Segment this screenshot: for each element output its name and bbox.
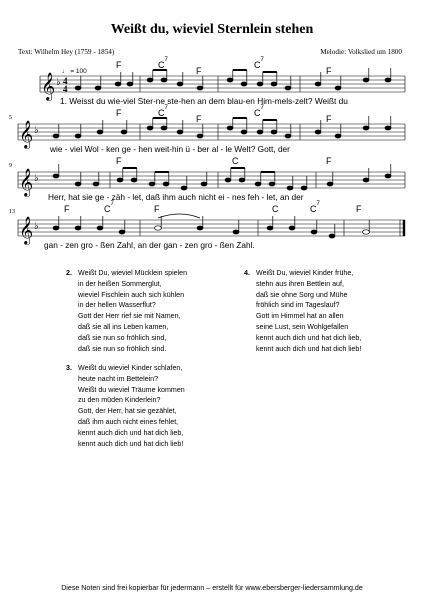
music-system-1	[0, 58, 424, 108]
verse-line: fröhlich sind im Tageslauf?	[256, 301, 340, 310]
verse-line: kennt auch dich und hat dich lieb,	[78, 428, 184, 437]
verse-line: Weißt du wieviel Kinder schlafen,	[78, 364, 183, 372]
verse-line: wieviel Fischlein auch sich kühlen	[78, 290, 185, 299]
chord-symbol: F	[326, 114, 332, 124]
verse-line: Weißt Du, wieviel Kinder frühe,	[256, 269, 354, 277]
text-credit: Text: Wilhelm Hey (1759 - 1854)	[18, 48, 115, 56]
chord-symbol: $C^7$	[254, 105, 264, 118]
chord-symbol: F	[116, 108, 122, 118]
verse-line: zu den müden Kinderlein?	[78, 396, 161, 405]
chord-symbol: $C^7$	[158, 57, 168, 70]
music-system-3	[0, 156, 424, 204]
verse-line: in der heißen Sommerglut,	[78, 279, 162, 288]
music-system-4	[0, 201, 424, 254]
chord-symbol: F	[154, 204, 160, 214]
tempo-marking: ♩ = 100	[62, 68, 87, 75]
verse-line: daß sie ohne Sorg und Mühe	[256, 290, 348, 299]
music-system-2	[0, 105, 424, 156]
svg-text:♭: ♭	[34, 221, 39, 232]
svg-text:♭: ♭	[56, 77, 61, 88]
lyric-line-4: gan - zen gro - ßen Zahl, an der gan - zen gro - ßen Zahl.	[44, 240, 255, 250]
svg-text:♭: ♭	[34, 125, 39, 136]
svg-text:𝄞: 𝄞	[19, 216, 34, 244]
measure-number: 13	[9, 209, 15, 215]
verse-number: 3.	[66, 364, 72, 372]
chord-symbol: C	[232, 156, 239, 166]
footer-note: Diese Noten sind frei kopierbar für jedermann – erstellt für www.ebersberger-liedersammlung.de	[61, 584, 363, 592]
verse-line: in der hellen Wasserflut?	[78, 301, 156, 310]
chord-symbol: F	[326, 66, 332, 76]
svg-text:𝄞: 𝄞	[19, 120, 34, 148]
verse-line: Gott, der Herr, hat sie gezählet,	[78, 407, 177, 416]
svg-text:𝄞: 𝄞	[19, 168, 34, 196]
chord-symbol: F	[64, 204, 70, 214]
verse-line: daß sie all ins Leben kamen,	[78, 322, 169, 331]
verse-number: 2.	[66, 269, 72, 277]
verse-line: Weißt Du, wieviel Mücklein spielen	[78, 269, 188, 277]
measure-number: 9	[9, 163, 12, 169]
verse-line: kennt auch dich und hat dich lieb!	[256, 344, 362, 353]
svg-text:𝄞: 𝄞	[41, 72, 56, 100]
lyric-line-2: wie - viel Wol - ken ge - hen weit-hin ü - ber al - le Welt? Gott, der	[50, 144, 290, 154]
svg-text:♭: ♭	[34, 173, 39, 184]
chord-symbol: $C^7$	[104, 201, 114, 214]
lyric-line-3: Herr, hat sie ge - zäh - let, daß ihm auch nicht ei - nes feh - let, an der	[48, 192, 304, 202]
chord-symbol: $C^7$	[254, 57, 264, 70]
verse-line: Gott im Himmel hat an allen	[256, 312, 344, 321]
verse-line: heute nacht im Bettelein?	[78, 374, 159, 383]
verse-line: seine Lust, sein Wohlgefallen	[256, 322, 349, 331]
verse-3	[66, 363, 185, 449]
chord-symbol: $C^7$	[158, 105, 168, 118]
chord-symbol: F	[116, 60, 122, 70]
verse-line: daß sie nun so fröhlich sind.	[78, 344, 167, 353]
chord-symbol: F	[196, 66, 202, 76]
chord-symbol: F	[356, 204, 362, 214]
chord-symbol: C	[272, 204, 279, 214]
verse-number: 4.	[244, 269, 250, 277]
lyric-line-1: 1. Weisst du wie-viel Ster-ne ste-hen an dem blau-en Him-mels-zelt? Weißt du	[60, 96, 348, 106]
song-title: Weißt du, wieviel Sternlein stehen	[110, 22, 314, 37]
verse-line: daß ihm auch nicht eines fehlet,	[78, 417, 179, 426]
verse-2	[66, 268, 188, 354]
verse-line: kennt auch dich und hat dich lieb,	[256, 333, 362, 342]
chord-symbol: $C^7$	[310, 201, 320, 214]
quarter-note-icon: ♩	[62, 68, 69, 75]
verse-line: stehn aus ihren Bettlein auf,	[256, 279, 344, 288]
chord-symbol: F	[326, 156, 332, 166]
verse-line: kennt auch dich und hat dich lieb!	[78, 439, 184, 448]
svg-text:4: 4	[63, 76, 68, 86]
verse-line: daß sie nun so fröhlich sind,	[78, 333, 167, 342]
melody-credit: Melodie: Volkslied um 1800	[320, 48, 402, 56]
chord-symbol: F	[196, 114, 202, 124]
verse-line: Weißt du wieviel Träume kommen	[78, 385, 185, 394]
svg-text:4: 4	[63, 84, 68, 94]
verse-4	[244, 268, 362, 354]
verse-line: Gott der Herr rief sie mit Namen,	[78, 312, 181, 321]
chord-symbol: F	[116, 156, 122, 166]
measure-number: 5	[9, 115, 12, 121]
